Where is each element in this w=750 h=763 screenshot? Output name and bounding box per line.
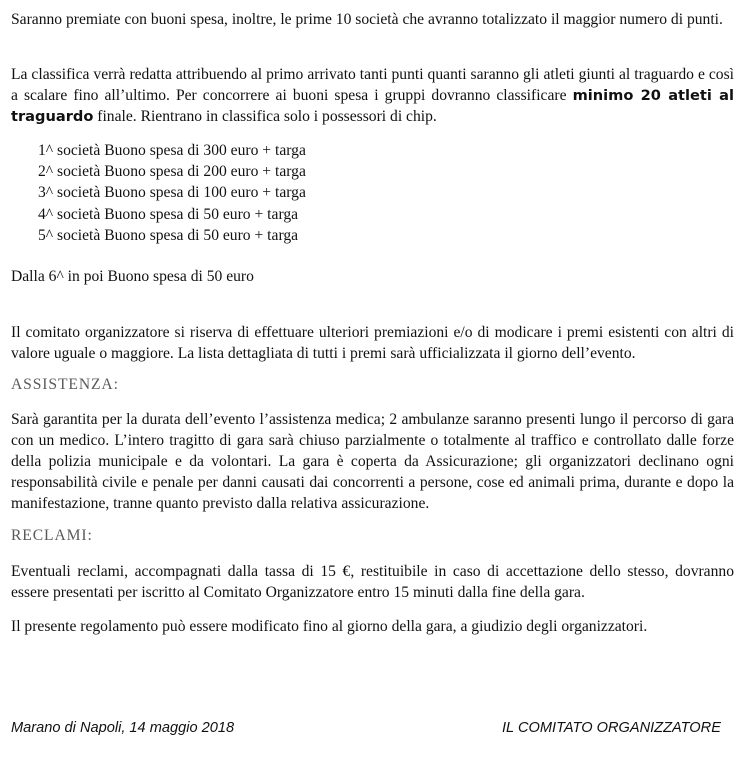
prize-intro-paragraph: Saranno premiate con buoni spesa, inoltre, le prime 10 società che avranno totalizzato il maggior numero di punti. [11,11,723,28]
complaints-heading: RECLAMI: [11,527,93,544]
ranking-rules-paragraph [11,64,734,127]
prize-list-item: 4^ società Buono spesa di 50 euro + targa [38,205,299,223]
amendments-paragraph: Il presente regolamento può essere modificato fino al giorno della gara, a giudizio degli organizzatori. [11,618,648,635]
complaints-paragraph: Eventuali reclami, accompagnati dalla tassa di 15 €, restituibile in caso di accettazione dello stesso, dovranno essere presentati per iscritto al Comitato Organizzatore entro 15 minuti dalla fine della gara. [11,563,734,601]
prize-list-item: 1^ società Buono spesa di 300 euro + targa [38,142,306,159]
ranking-rules-text-end: finale. Rientrano in classifica solo i possessori di chip. [93,108,437,125]
prize-list-item: 5^ società Buono spesa di 50 euro + targa [38,226,299,244]
organizing-committee-signature: IL COMITATO ORGANIZZATORE [502,720,721,736]
ranking-rules-text: La classifica verrà redatta attribuendo al primo arrivato tanti punti quanti saranno gli atleti giunti al traguardo e così a scalare fino all’ultimo. Per concorrere ai buoni spesa i gruppi dovranno classificare [11,66,734,104]
place-and-date: Marano di Napoli, 14 maggio 2018 [11,720,235,736]
assistance-paragraph: Sarà garantita per la durata dell’evento l’assistenza medica; 2 ambulanze saranno presenti lungo il percorso di gara con un medico. L’intero tragitto di gara sarà chiuso parzialmente o totalmente al traffico e controllato dalle forze della polizia municipale e da volontari. La gara è coperta da Assicurazione; gli organizzatori declinano ogni responsabilità civile e penale per danni causati dai concorrenti a persone, cose ed animali prima, durante e dopo la manifestazione, tranne quanto previsto dalla relativa assicurazione. [11,411,734,512]
committee-rights-paragraph: Il comitato organizzatore si riserva di effettuare ulteriori premiazioni e/o di modicare i premi esistenti con altri di valore uguale o maggiore. La lista dettagliata di tutti i premi sarà ufficializzata il giorno dell’evento. [11,324,734,362]
prize-list-item: 3^ società Buono spesa di 100 euro + targa [38,184,306,202]
assistance-heading: ASSISTENZA: [11,376,119,393]
minimum-athletes-requirement: minimo 20 atleti al traguardo [11,87,734,125]
prize-list [38,140,306,246]
other-prizes-paragraph: Dalla 6^ in poi Buono spesa di 50 euro [11,268,254,285]
prize-list-item: 2^ società Buono spesa di 200 euro + targa [38,163,306,181]
